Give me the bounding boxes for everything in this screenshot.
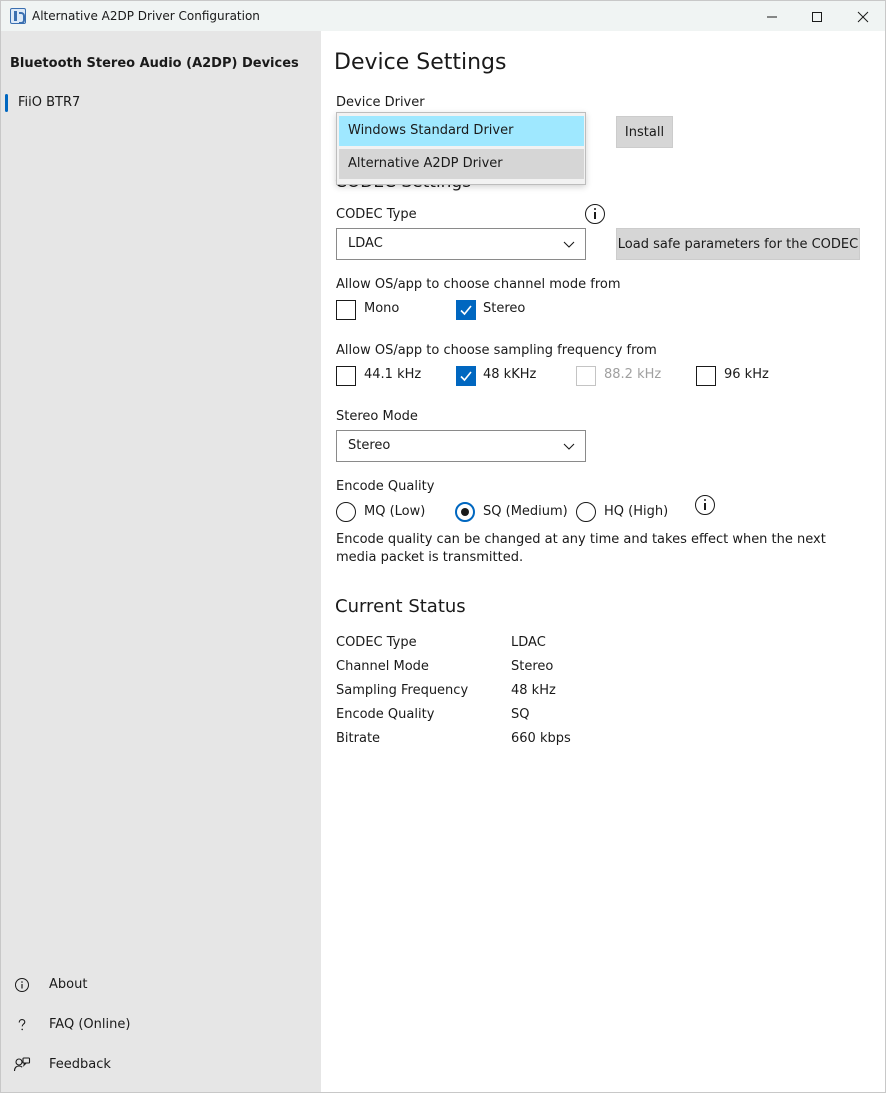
stereo-label: Stereo [483, 301, 526, 316]
nav-faq-label: FAQ (Online) [49, 1017, 131, 1032]
mq-radio[interactable] [336, 502, 356, 522]
minimize-button[interactable] [749, 1, 795, 32]
hq-radio[interactable] [576, 502, 596, 522]
stereo-mode-value: Stereo [348, 438, 391, 453]
window-title: Alternative A2DP Driver Configuration [32, 9, 260, 23]
option-label: Windows Standard Driver [348, 123, 514, 138]
freq-88-checkbox [576, 366, 596, 386]
status-key: Sampling Frequency [336, 683, 469, 698]
freq-96-label: 96 kHz [724, 367, 769, 382]
sidebar-heading: Bluetooth Stereo Audio (A2DP) Devices [10, 56, 299, 71]
option-label: Alternative A2DP Driver [348, 156, 503, 171]
option-windows-standard-driver[interactable] [339, 116, 584, 146]
stereo-mode-select[interactable] [336, 430, 586, 462]
status-key: Encode Quality [336, 707, 435, 722]
nav-about[interactable] [1, 970, 301, 1000]
info-icon [13, 976, 31, 994]
encode-info-icon[interactable] [695, 495, 715, 515]
checkmark-icon [459, 369, 473, 383]
status-row [336, 683, 736, 703]
sampling-frequency-label: Allow OS/app to choose sampling frequency from [336, 343, 657, 358]
freq-48-checkbox[interactable] [456, 366, 476, 386]
status-row [336, 731, 736, 751]
codec-type-label: CODEC Type [336, 207, 417, 222]
status-key: CODEC Type [336, 635, 417, 650]
maximize-icon [811, 11, 823, 23]
nav-faq[interactable] [1, 1010, 301, 1040]
codec-info-icon[interactable] [585, 204, 605, 224]
nav-about-label: About [49, 977, 88, 992]
option-alternative-a2dp-driver[interactable] [339, 149, 584, 179]
nav-feedback[interactable] [1, 1050, 301, 1080]
maximize-button[interactable] [794, 1, 840, 32]
chevron-down-icon [563, 238, 575, 250]
question-icon [13, 1016, 31, 1034]
status-value: 48 kHz [511, 683, 556, 698]
selection-indicator [5, 94, 8, 112]
device-driver-dropdown[interactable] [336, 112, 586, 185]
status-row [336, 707, 736, 727]
sidebar-item-device[interactable] [5, 91, 305, 115]
status-value: 660 kbps [511, 731, 571, 746]
close-button[interactable] [840, 1, 886, 32]
feedback-icon [13, 1056, 31, 1074]
main-panel [321, 31, 886, 1093]
status-key: Bitrate [336, 731, 381, 746]
freq-44-checkbox[interactable] [336, 366, 356, 386]
status-key: Channel Mode [336, 659, 429, 674]
freq-44-label: 44.1 kHz [364, 367, 422, 382]
codec-type-value: LDAC [348, 236, 383, 251]
page-title: Device Settings [334, 50, 507, 75]
sq-radio[interactable] [455, 502, 475, 522]
hq-label: HQ (High) [604, 504, 669, 519]
device-label: FiiO BTR7 [18, 95, 81, 110]
device-driver-label: Device Driver [336, 95, 425, 110]
checkmark-icon [459, 303, 473, 317]
sidebar [0, 31, 321, 1093]
chevron-down-icon [563, 440, 575, 452]
freq-88-label: 88.2 kHz [604, 367, 662, 382]
status-value: SQ [511, 707, 530, 722]
freq-96-checkbox[interactable] [696, 366, 716, 386]
nav-feedback-label: Feedback [49, 1057, 111, 1072]
install-button[interactable]: Install [616, 116, 673, 148]
status-value: Stereo [511, 659, 554, 674]
sq-label: SQ (Medium) [483, 504, 568, 519]
mono-label: Mono [364, 301, 400, 316]
load-safe-params-button[interactable]: Load safe parameters for the CODEC [616, 228, 860, 260]
freq-48-label: 48 kKHz [483, 367, 537, 382]
status-row [336, 659, 736, 679]
channel-mode-label: Allow OS/app to choose channel mode from [336, 277, 621, 292]
status-row [336, 635, 736, 655]
app-bluetooth-icon [10, 8, 26, 24]
minimize-icon [766, 11, 778, 23]
stereo-checkbox[interactable] [456, 300, 476, 320]
stereo-mode-label: Stereo Mode [336, 409, 418, 424]
close-icon [857, 11, 869, 23]
codec-type-select[interactable] [336, 228, 586, 260]
mq-label: MQ (Low) [364, 504, 426, 519]
encode-quality-note: Encode quality can be changed at any time and takes effect when the next media packet is transmitted. [336, 532, 826, 565]
current-status-heading: Current Status [335, 596, 466, 617]
mono-checkbox[interactable] [336, 300, 356, 320]
title-bar [0, 0, 886, 31]
status-value: LDAC [511, 635, 546, 650]
encode-quality-label: Encode Quality [336, 479, 435, 494]
